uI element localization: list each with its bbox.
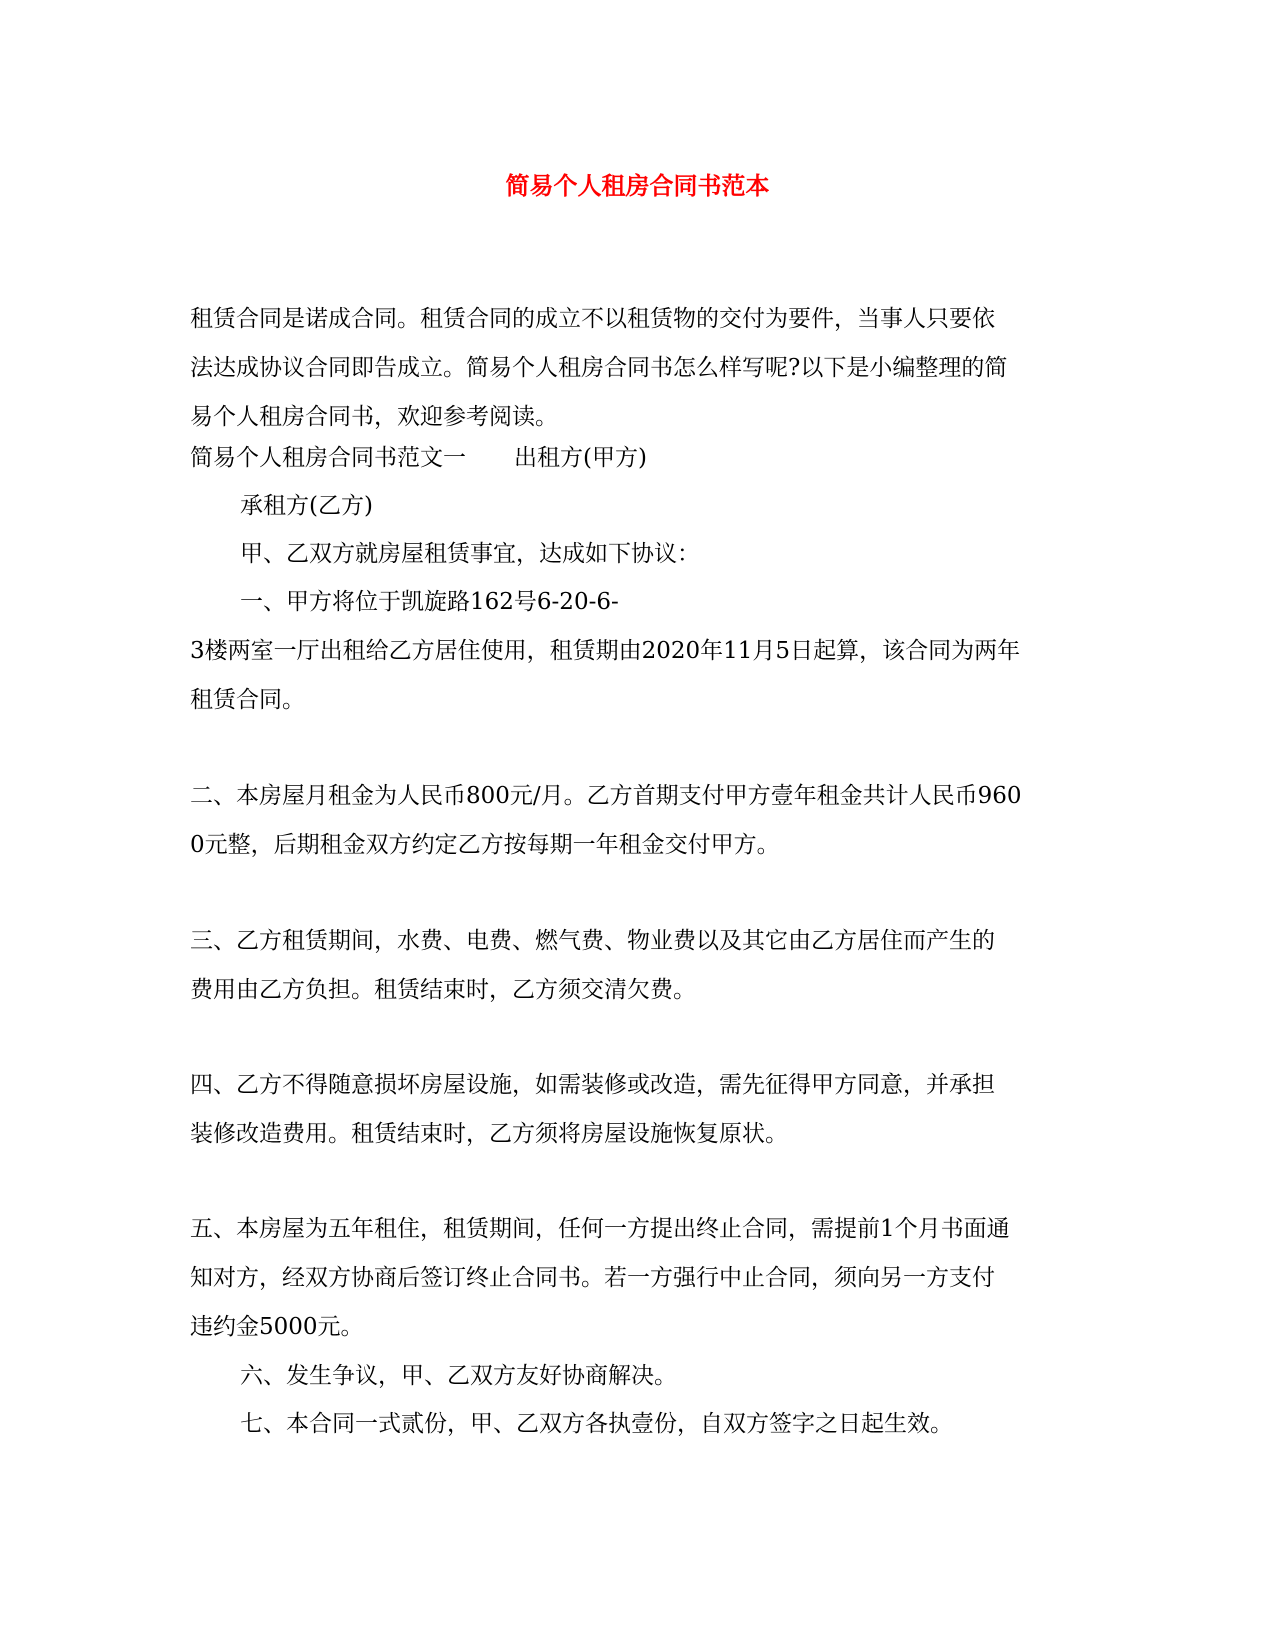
clause-line: 租赁合同。 [190, 687, 305, 713]
clause-3 [190, 917, 1090, 1015]
clause-line: 违约金5000元。 [190, 1314, 364, 1340]
clause-6: 六、发生争议，甲、乙双方友好协商解决。 [240, 1363, 677, 1389]
clause-line: 费用由乙方负担。租赁结束时，乙方须交清欠费。 [190, 977, 696, 1003]
clause-1 [190, 578, 1090, 725]
clause-line: 3楼两室一厅出租给乙方居住使用，租赁期由2020年11月5日起算，该合同为两年 [190, 638, 1021, 664]
clause-2 [190, 772, 1090, 870]
clause-line: 四、乙方不得随意损坏房屋设施，如需装修或改造，需先征得甲方同意，并承担 [190, 1072, 995, 1098]
clause-line: 知对方，经双方协商后签订终止合同书。若一方强行中止合同，须向另一方支付 [190, 1265, 995, 1291]
lessee-label: 承租方(乙方) [240, 493, 373, 519]
clause-line: 二、本房屋月租金为人民币800元/月。乙方首期支付甲方壹年租金共计人民币960 [190, 783, 1022, 809]
intro-line: 易个人租房合同书，欢迎参考阅读。 [190, 404, 558, 430]
clause-7: 七、本合同一式贰份，甲、乙双方各执壹份，自双方签字之日起生效。 [240, 1411, 953, 1437]
sample1-heading: 简易个人租房合同书范文一 [190, 445, 466, 471]
clause-line: 三、乙方租赁期间，水费、电费、燃气费、物业费以及其它由乙方居住而产生的 [190, 928, 995, 954]
clause-4 [190, 1061, 1090, 1159]
lessor-label: 出租方(甲方) [514, 445, 647, 471]
clause-line: 五、本房屋为五年租住，租赁期间，任何一方提出终止合同，需提前1个月书面通 [190, 1216, 1010, 1242]
clause-line: 装修改造费用。租赁结束时，乙方须将房屋设施恢复原状。 [190, 1121, 788, 1147]
sample-heading-line [190, 434, 1090, 483]
document-title: 简易个人租房合同书范本 [505, 171, 770, 200]
clause-5 [190, 1205, 1090, 1352]
intro-paragraph [190, 295, 1090, 442]
clause-line: 一、甲方将位于凯旋路162号6-20-6- [240, 589, 619, 615]
clause-line: 0元整，后期租金双方约定乙方按每期一年租金交付甲方。 [190, 832, 780, 858]
intro-line: 法达成协议合同即告成立。简易个人租房合同书怎么样写呢?以下是小编整理的简 [190, 355, 1008, 381]
intro-line: 租赁合同是诺成合同。租赁合同的成立不以租赁物的交付为要件，当事人只要依 [190, 306, 995, 332]
agreement-intro: 甲、乙双方就房屋租赁事宜，达成如下协议： [240, 541, 700, 567]
